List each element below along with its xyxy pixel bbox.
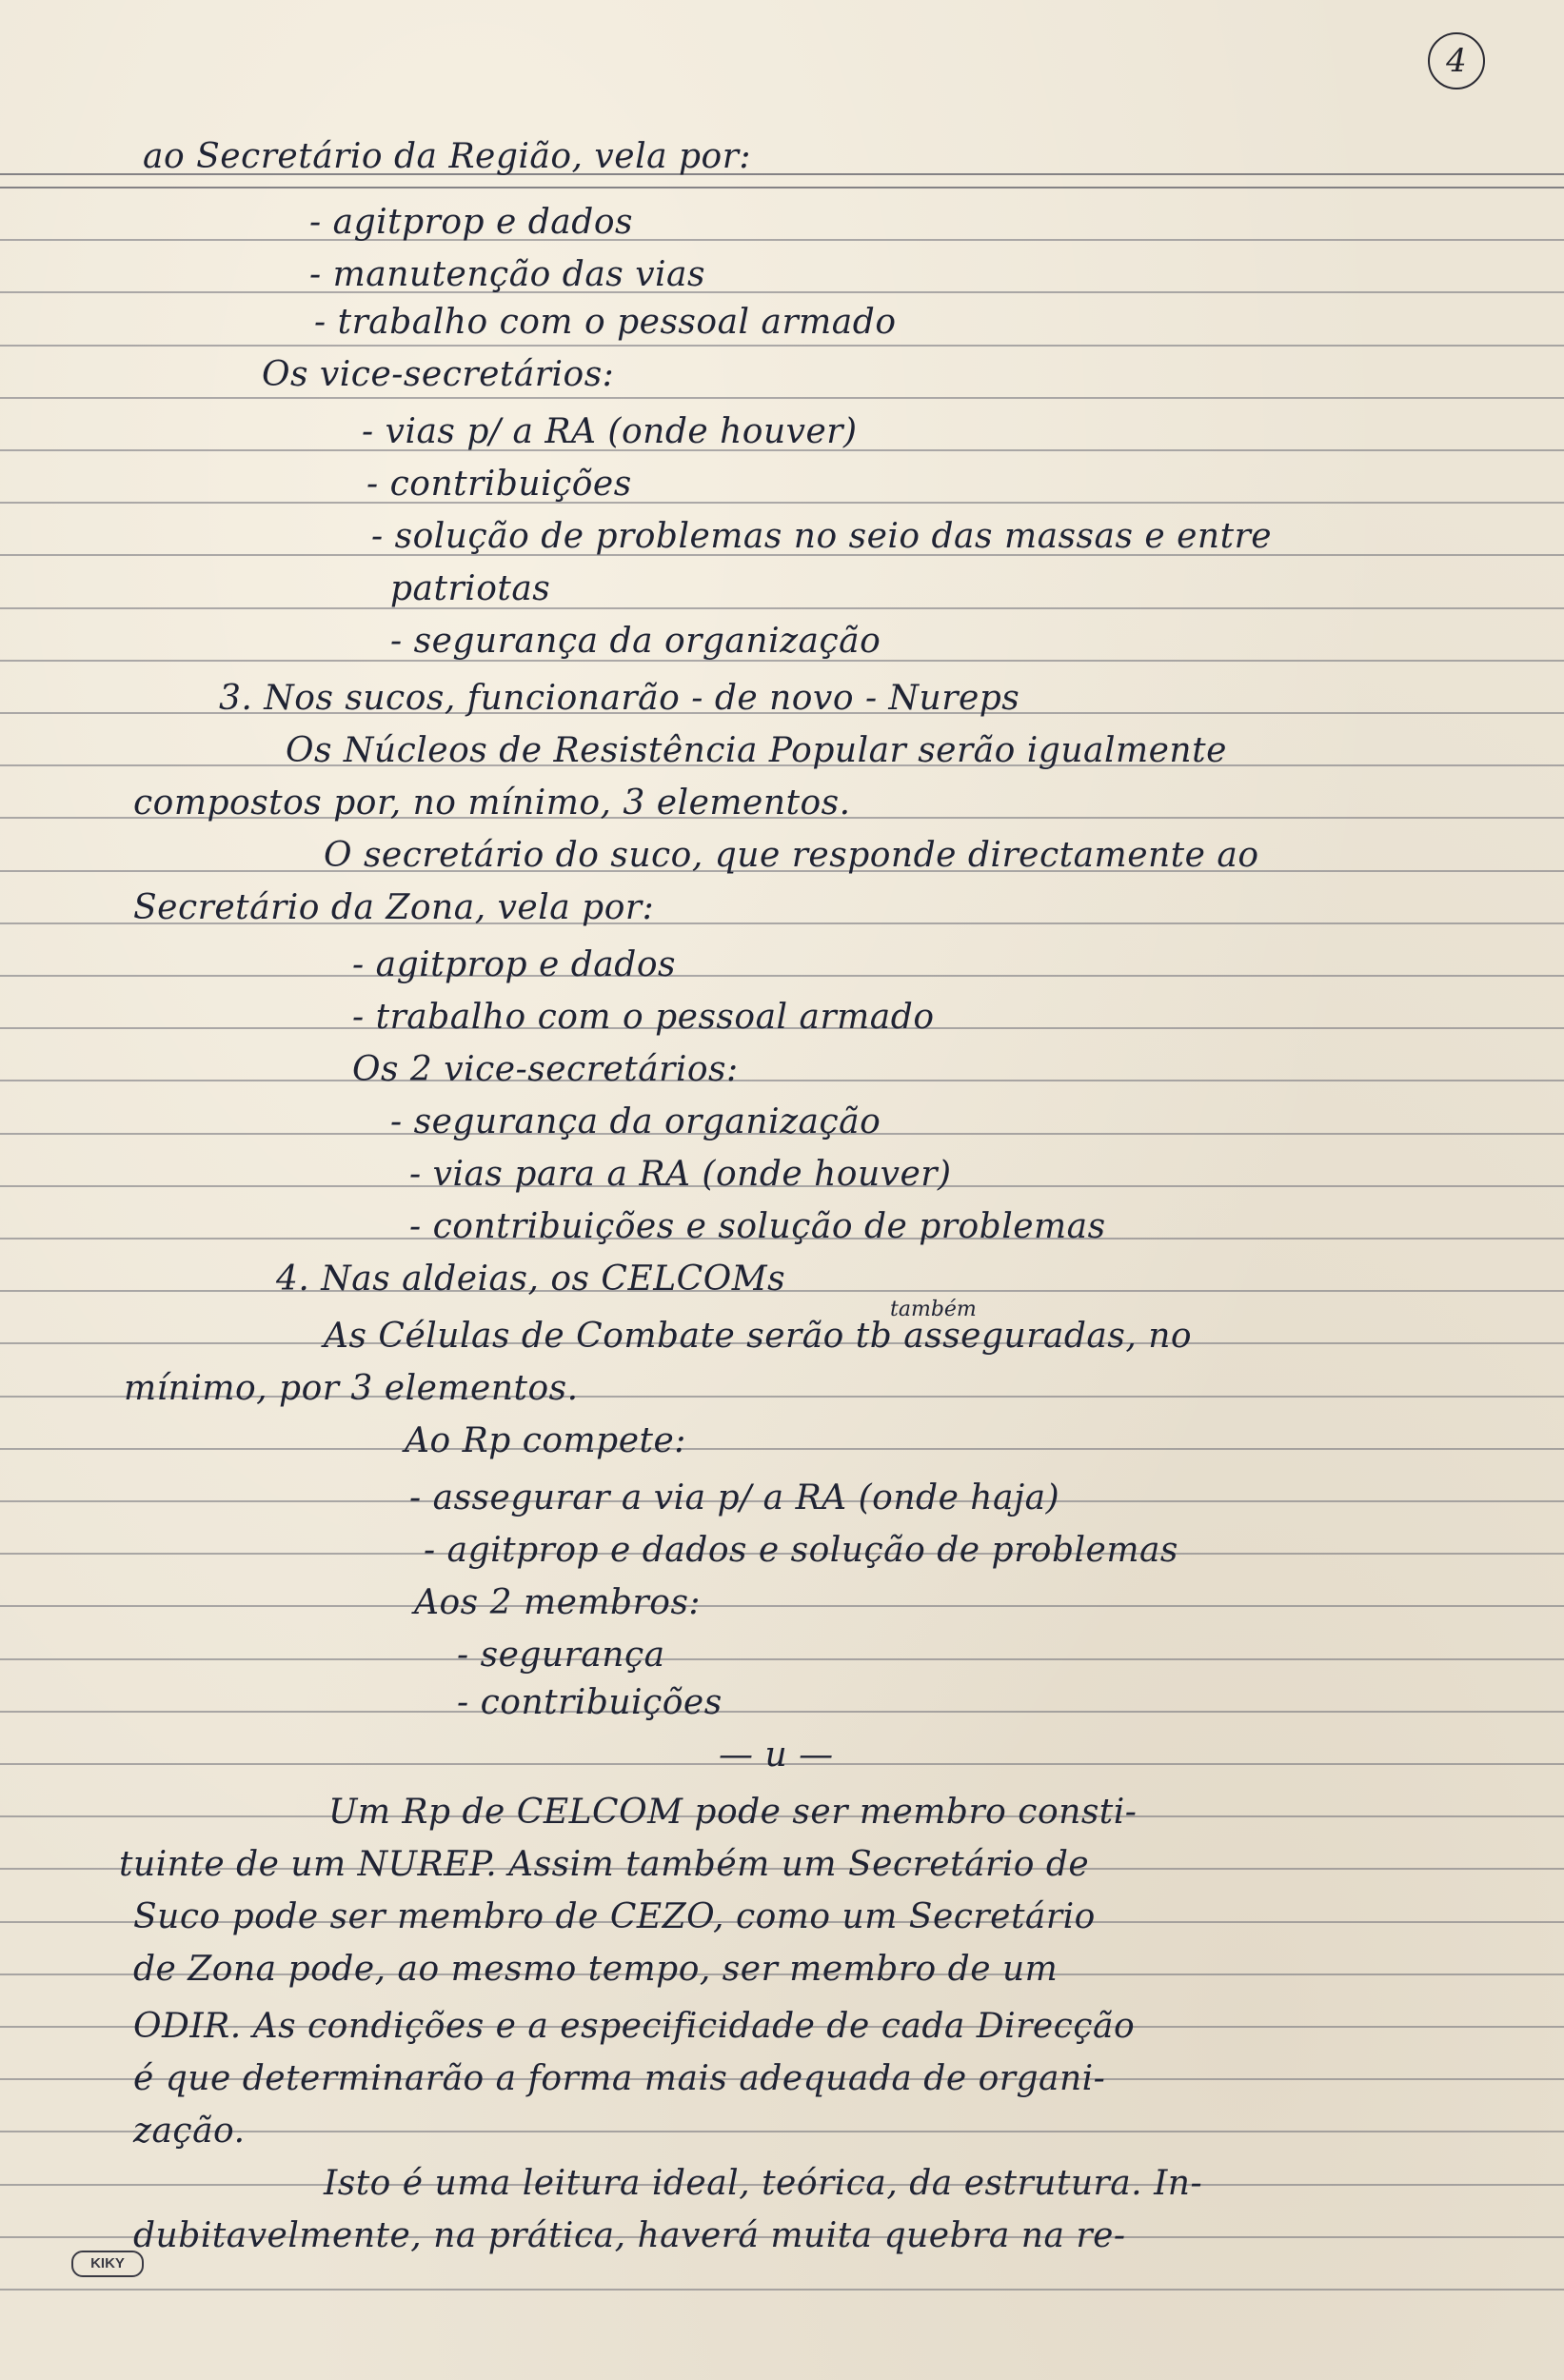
- text-line: - trabalho com o pessoal armado: [352, 998, 935, 1037]
- text-line: - assegurar a via p/ a RA (onde haja): [409, 1478, 1060, 1517]
- text-line: Um Rp de CELCOM pode ser membro consti-: [328, 1793, 1138, 1832]
- text-line: é que determinarão a forma mais adequada de organi-: [133, 2059, 1106, 2098]
- ruled-line: [0, 239, 1564, 241]
- text-line: - manutenção das vias: [309, 255, 705, 294]
- text-line: - vias para a RA (onde houver): [409, 1155, 952, 1194]
- ruled-line: [0, 975, 1564, 977]
- ruled-line: [0, 397, 1564, 399]
- text-line: - vias p/ a RA (onde houver): [362, 412, 858, 451]
- text-line: de Zona pode, ao mesmo tempo, ser membro de um: [133, 1950, 1059, 1989]
- kiky-brand-logo: KIKY: [71, 2251, 144, 2277]
- text-line: Os Núcleos de Resistência Popular serão igualmente: [286, 731, 1227, 770]
- text-line: - agitprop e dados: [352, 945, 676, 984]
- text-line: - contribuições: [457, 1683, 723, 1722]
- ruled-line: [0, 1711, 1564, 1713]
- text-line: - contribuições e solução de problemas: [409, 1207, 1106, 1246]
- separator-mark: — u —: [719, 1735, 834, 1775]
- text-line: Isto é uma leitura ideal, teórica, da estrutura. In-: [324, 2164, 1203, 2203]
- text-line: ODIR. As condições e a especificidade de cada Direcção: [133, 2007, 1136, 2046]
- ruled-line: [0, 345, 1564, 347]
- text-line: - trabalho com o pessoal armado: [314, 303, 897, 342]
- text-line: mínimo, por 3 elementos.: [124, 1369, 579, 1408]
- ruled-line: [0, 291, 1564, 293]
- section-heading: 4. Nas aldeias, os CELCOMs: [276, 1259, 786, 1299]
- ruled-line: [0, 1605, 1564, 1607]
- ruled-line: [0, 187, 1564, 188]
- text-line: - solução de problemas no seio das massas e entre: [371, 517, 1273, 556]
- ruled-line: [0, 1448, 1564, 1450]
- text-line: Os 2 vice-secretários:: [352, 1050, 739, 1089]
- text-line: - agitprop e dados: [309, 203, 633, 242]
- text-line: As Células de Combate serão tb asseguradas, no: [324, 1317, 1193, 1356]
- text-line: tuinte de um NUREP. Assim também um Secretário de: [119, 1845, 1090, 1884]
- text-line: - segurança da organização: [390, 1102, 881, 1141]
- ruled-line: [0, 1658, 1564, 1660]
- ruled-line: [0, 502, 1564, 504]
- text-line: - segurança: [457, 1636, 665, 1675]
- text-line: - contribuições: [366, 465, 632, 504]
- ruled-line: [0, 607, 1564, 609]
- text-line: compostos por, no mínimo, 3 elementos.: [133, 783, 851, 823]
- text-line: O secretário do suco, que responde directamente ao: [324, 836, 1259, 875]
- text-line: dubitavelmente, na prática, haverá muita quebra na re-: [133, 2216, 1126, 2255]
- text-line: Aos 2 membros:: [414, 1583, 702, 1622]
- text-line: Suco pode ser membro de CEZO, como um Secretário: [133, 1897, 1096, 1936]
- text-line: patriotas: [390, 569, 551, 608]
- ruled-line: [0, 2289, 1564, 2291]
- text-line: - segurança da organização: [390, 622, 881, 661]
- ruled-line: [0, 1080, 1564, 1081]
- insert-note: também: [890, 1298, 977, 1321]
- page-number: 4: [1428, 32, 1485, 89]
- text-line: Ao Rp compete:: [405, 1421, 686, 1460]
- section-heading: 3. Nos sucos, funcionarão - de novo - Nureps: [219, 679, 1020, 718]
- text-line: ao Secretário da Região, vela por:: [143, 137, 752, 176]
- text-line: zação.: [133, 2112, 246, 2151]
- text-line: Secretário da Zona, vela por:: [133, 888, 655, 927]
- text-line: Os vice-secretários:: [262, 355, 615, 394]
- text-line: - agitprop e dados e solução de problemas: [424, 1531, 1178, 1570]
